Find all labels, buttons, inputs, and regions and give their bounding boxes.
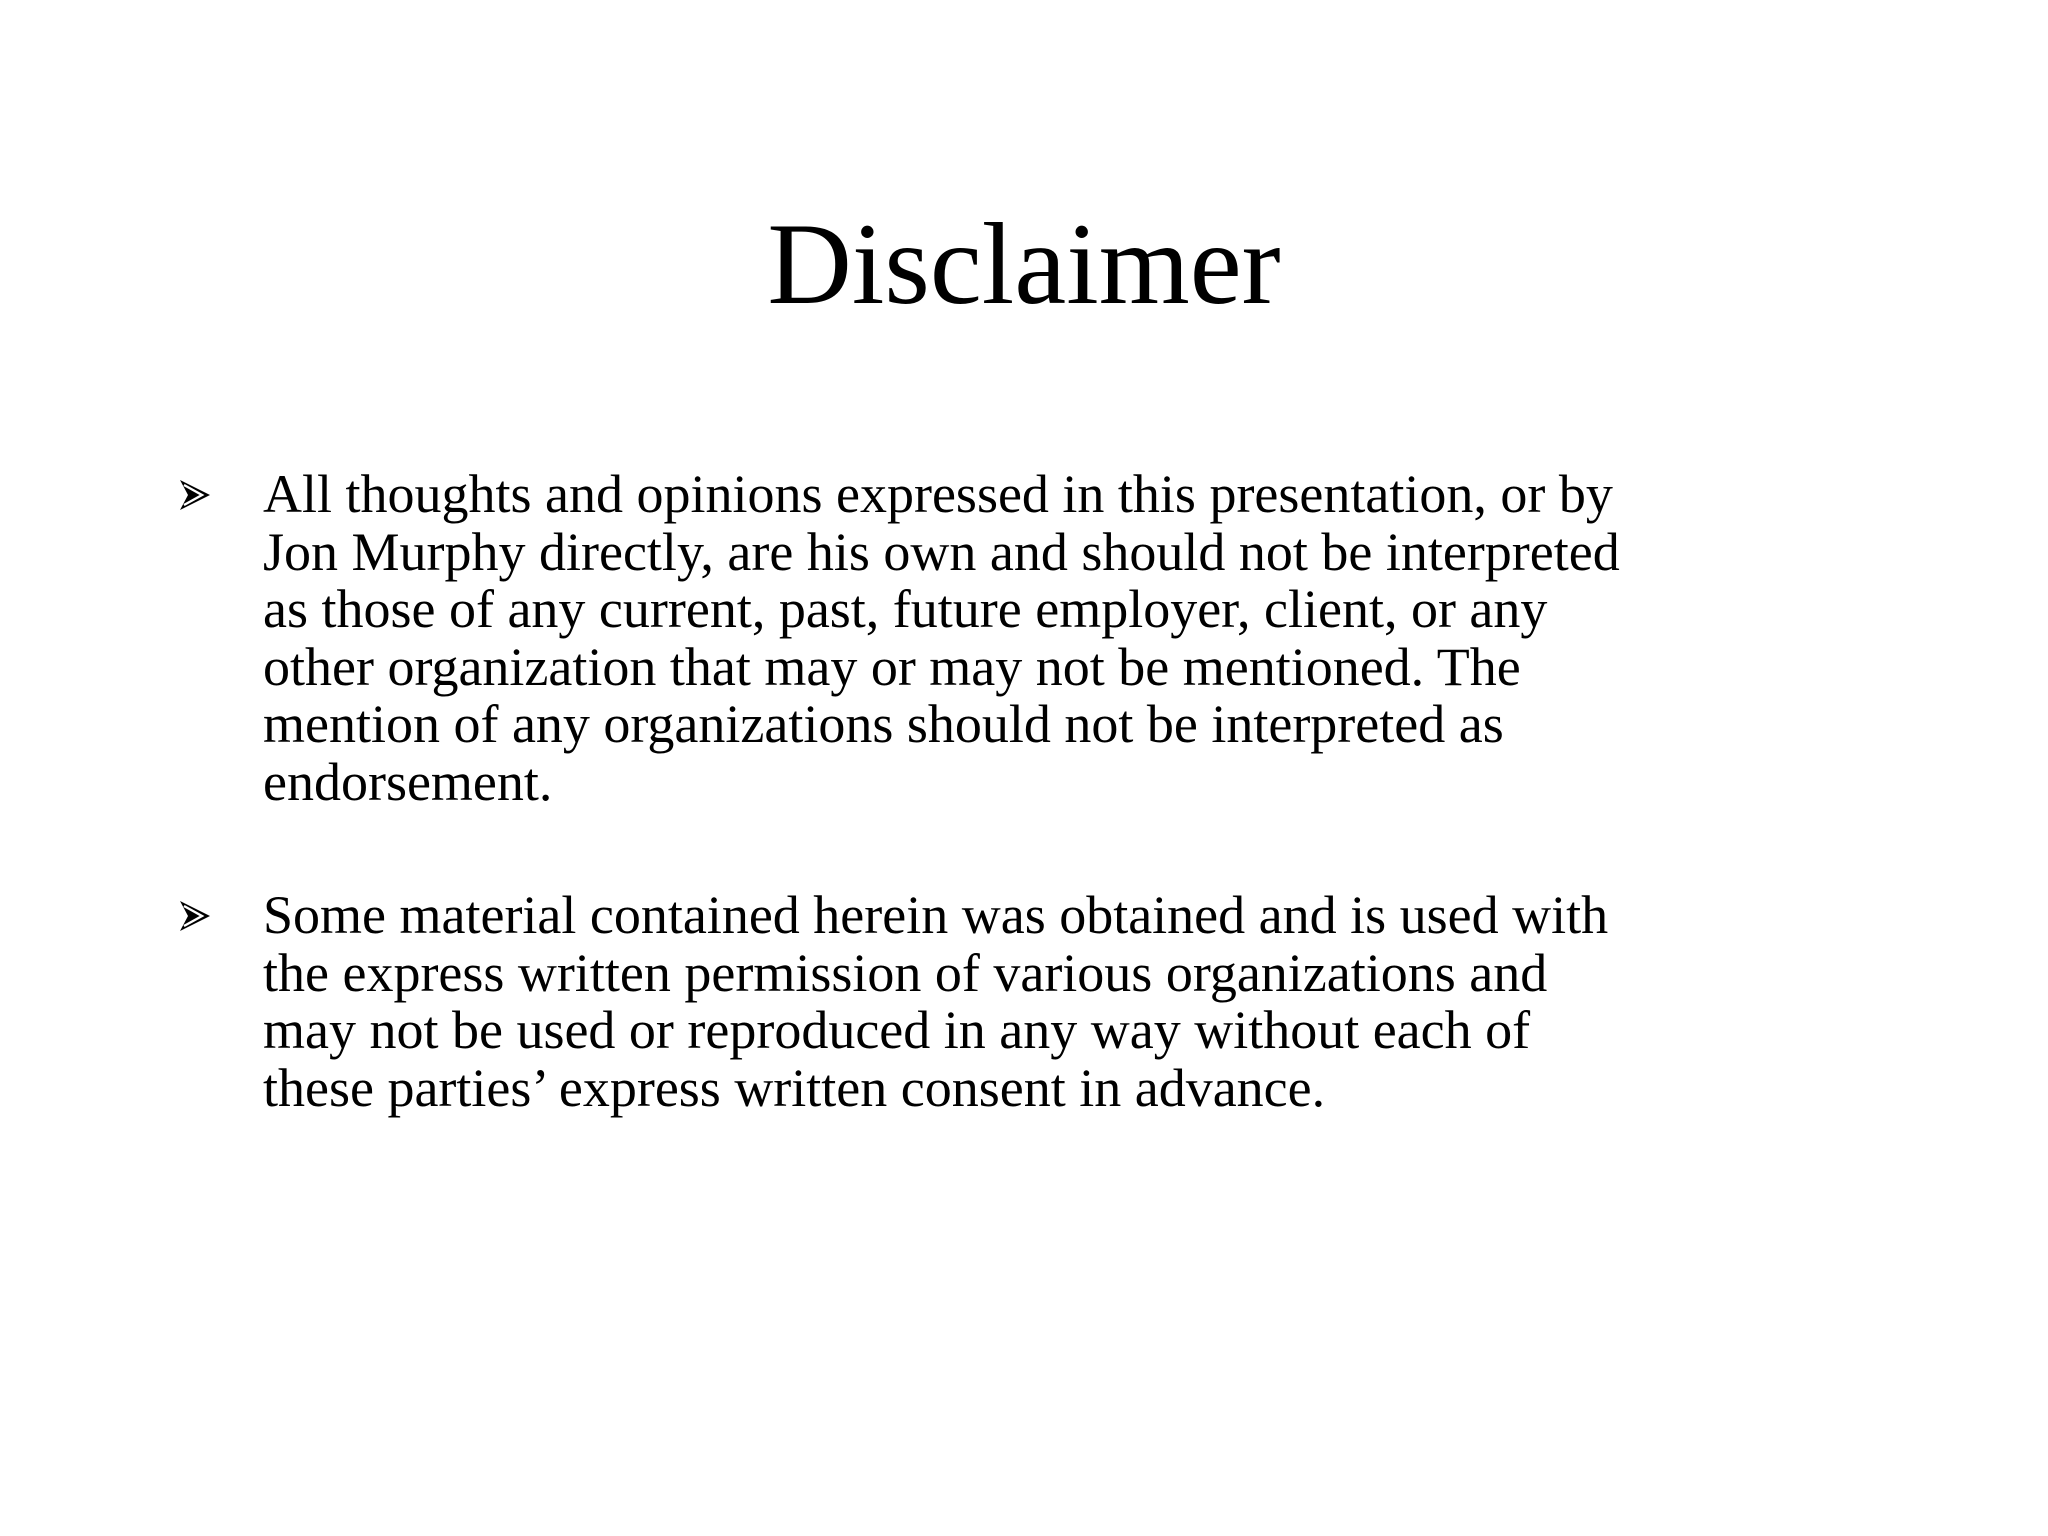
- bullet-line: the express written permission of various organizations and: [263, 942, 1548, 1003]
- bullet-line: endorsement.: [263, 751, 553, 812]
- arrowhead-bullet-icon: [178, 478, 212, 512]
- bullet-text: [263, 887, 1763, 1117]
- bullet-line: these parties’ express written consent in advance.: [263, 1057, 1326, 1118]
- arrowhead-bullet-icon: [178, 899, 212, 933]
- bullet-text: [263, 466, 1763, 811]
- bullet-line: other organization that may or may not be mentioned. The: [263, 636, 1521, 697]
- bullet-line: Some material contained herein was obtained and is used with: [263, 885, 1609, 945]
- bullet-line: mention of any organizations should not be interpreted as: [263, 694, 1504, 754]
- bullet-line: may not be used or reproduced in any way without each of: [263, 1000, 1531, 1060]
- bullet-line: Jon Murphy directly, are his own and should not be interpreted: [263, 521, 1620, 582]
- bullet-line: All thoughts and opinions expressed in this presentation, or by: [263, 464, 1613, 524]
- slide-title: Disclaimer: [767, 200, 1281, 329]
- bullet-line: as those of any current, past, future employer, client, or any: [263, 579, 1548, 639]
